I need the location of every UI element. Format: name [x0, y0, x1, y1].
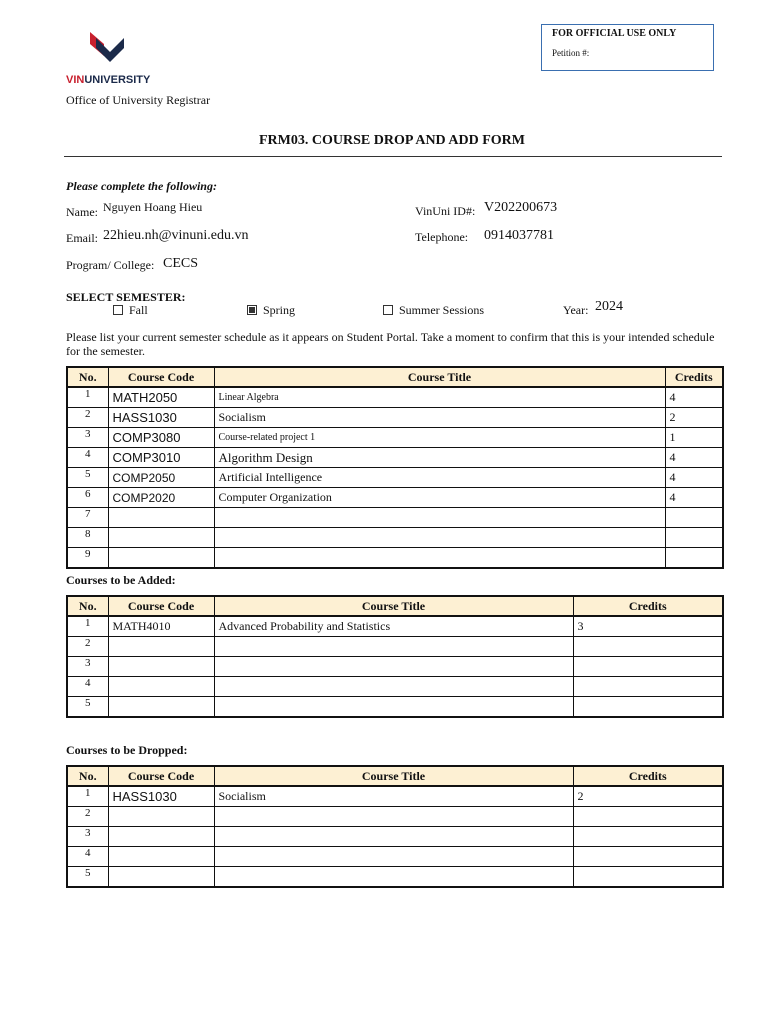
course-code-cell[interactable] [108, 677, 214, 697]
col-header-no: No. [67, 596, 108, 616]
col-header-credits: Credits [573, 766, 723, 786]
course-code-cell[interactable]: MATH4010 [108, 616, 214, 637]
table-row [67, 677, 723, 697]
row-no: 3 [67, 428, 108, 448]
office-name: Office of University Registrar [66, 93, 211, 107]
table-row [67, 657, 723, 677]
row-no: 9 [67, 548, 108, 569]
form-title: FRM03. COURSE DROP AND ADD FORM [259, 133, 525, 148]
table-row [67, 528, 723, 548]
email-label: Email: [66, 231, 98, 245]
table-row [67, 468, 723, 488]
credits-cell[interactable] [573, 677, 723, 697]
year-field[interactable]: 2024 [595, 299, 623, 314]
row-no: 8 [67, 528, 108, 548]
table-row [67, 637, 723, 657]
course-code-cell[interactable] [108, 657, 214, 677]
summer-checkbox[interactable] [383, 305, 393, 315]
col-header-credits: Credits [665, 367, 723, 387]
row-no: 4 [67, 677, 108, 697]
credits-cell[interactable] [573, 637, 723, 657]
phone-label: Telephone: [415, 230, 469, 244]
row-no: 5 [67, 697, 108, 718]
row-no: 7 [67, 508, 108, 528]
current-schedule-table [66, 366, 724, 569]
petition-label: Petition #: [552, 48, 590, 58]
official-use-title: FOR OFFICIAL USE ONLY [552, 28, 677, 39]
phone-field[interactable]: 0914037781 [484, 228, 554, 243]
credits-cell[interactable]: 4 [665, 488, 723, 508]
row-no: 5 [67, 867, 108, 888]
course-code-cell[interactable]: COMP3080 [108, 428, 214, 448]
course-code-cell[interactable]: HASS1030 [108, 786, 214, 807]
course-code-cell[interactable] [108, 807, 214, 827]
spring-checkbox[interactable] [247, 305, 257, 315]
instruction-text: Please complete the following: [66, 179, 217, 193]
row-no: 5 [67, 468, 108, 488]
col-header-code: Course Code [108, 596, 214, 616]
id-field[interactable]: V202200673 [484, 200, 558, 215]
credits-cell[interactable] [665, 508, 723, 528]
name-label: Name: [66, 205, 98, 219]
credits-cell[interactable] [573, 867, 723, 888]
course-title-cell[interactable] [214, 867, 573, 888]
row-no: 3 [67, 827, 108, 847]
course-code-cell[interactable] [108, 697, 214, 718]
course-title-cell[interactable] [214, 827, 573, 847]
course-code-cell[interactable]: MATH2050 [108, 387, 214, 408]
schedule-note: Please list your current semester schedule as it appears on Student Portal. Take a moment to confirm that this is your intended schedule for the semester. [66, 330, 715, 358]
row-no: 2 [67, 408, 108, 428]
table-row [67, 827, 723, 847]
row-no: 2 [67, 807, 108, 827]
course-title-cell[interactable]: Artificial Intelligence [214, 468, 665, 488]
id-label: VinUni ID#: [415, 204, 476, 218]
spring-option[interactable]: Spring [247, 303, 295, 318]
credits-cell[interactable]: 4 [665, 387, 723, 408]
row-no: 4 [67, 847, 108, 867]
course-title-cell[interactable] [214, 807, 573, 827]
fall-option[interactable]: Fall [113, 303, 148, 318]
course-title-cell[interactable]: Algorithm Design [214, 448, 665, 468]
logo-wordmark: VINUNIVERSITY [66, 74, 151, 86]
credits-cell[interactable] [573, 847, 723, 867]
row-no: 1 [67, 786, 108, 807]
row-no: 6 [67, 488, 108, 508]
program-field[interactable]: CECS [163, 256, 199, 271]
table-row [67, 408, 723, 428]
email-field[interactable]: 22hieu.nh@vinuni.edu.vn [103, 228, 249, 243]
row-no: 3 [67, 657, 108, 677]
name-field[interactable]: Nguyen Hoang Hieu [103, 200, 203, 214]
credits-cell[interactable]: 3 [573, 616, 723, 637]
credits-cell[interactable]: 4 [665, 468, 723, 488]
course-title-cell[interactable]: Socialism [214, 408, 665, 428]
table-row [67, 786, 723, 807]
table-row [67, 807, 723, 827]
credits-cell[interactable] [573, 807, 723, 827]
course-code-cell[interactable] [108, 637, 214, 657]
col-header-code: Course Code [108, 367, 214, 387]
course-title-cell[interactable] [214, 508, 665, 528]
course-title-cell[interactable] [214, 697, 573, 718]
added-section-label: Courses to be Added: [66, 573, 176, 587]
col-header-title: Course Title [214, 596, 573, 616]
table-row [67, 488, 723, 508]
dropped-courses-table [66, 765, 724, 888]
credits-cell[interactable]: 4 [665, 448, 723, 468]
course-title-cell[interactable]: Advanced Probability and Statistics [214, 616, 573, 637]
credits-cell[interactable] [573, 657, 723, 677]
summer-option[interactable]: Summer Sessions [383, 303, 484, 318]
course-code-cell[interactable] [108, 827, 214, 847]
course-code-cell[interactable] [108, 528, 214, 548]
table-row [67, 508, 723, 528]
course-code-cell[interactable]: COMP2020 [108, 488, 214, 508]
semester-title: SELECT SEMESTER: [66, 290, 186, 304]
table-row [67, 548, 723, 569]
row-no: 1 [67, 387, 108, 408]
credits-cell[interactable] [573, 827, 723, 847]
course-title-cell[interactable]: Course-related project 1 [214, 428, 665, 448]
table-row [67, 448, 723, 468]
course-title-cell[interactable] [214, 528, 665, 548]
table-row [67, 428, 723, 448]
credits-cell[interactable] [573, 697, 723, 718]
course-title-cell[interactable]: Linear Algebra [214, 387, 665, 408]
fall-checkbox[interactable] [113, 305, 123, 315]
credits-cell[interactable] [665, 548, 723, 569]
table-row [67, 387, 723, 408]
course-title-cell[interactable]: Computer Organization [214, 488, 665, 508]
credits-cell[interactable]: 1 [665, 428, 723, 448]
table-row [67, 616, 723, 637]
dropped-section-label: Courses to be Dropped: [66, 743, 188, 757]
course-title-cell[interactable] [214, 637, 573, 657]
credits-cell[interactable]: 2 [573, 786, 723, 807]
course-title-cell[interactable] [214, 657, 573, 677]
table-row [67, 847, 723, 867]
course-code-cell[interactable] [108, 508, 214, 528]
row-no: 4 [67, 448, 108, 468]
credits-cell[interactable] [665, 528, 723, 548]
col-header-title: Course Title [214, 367, 665, 387]
vinuni-logo [90, 30, 130, 70]
credits-cell[interactable]: 2 [665, 408, 723, 428]
course-title-cell[interactable] [214, 847, 573, 867]
col-header-title: Course Title [214, 766, 573, 786]
course-code-cell[interactable] [108, 847, 214, 867]
col-header-credits: Credits [573, 596, 723, 616]
col-header-no: No. [67, 766, 108, 786]
course-code-cell[interactable]: HASS1030 [108, 408, 214, 428]
course-title-cell[interactable] [214, 677, 573, 697]
course-code-cell[interactable] [108, 867, 214, 888]
row-no: 1 [67, 616, 108, 637]
col-header-no: No. [67, 367, 108, 387]
year-label: Year: [563, 303, 589, 317]
added-courses-table [66, 595, 724, 718]
course-title-cell[interactable]: Socialism [214, 786, 573, 807]
row-no: 2 [67, 637, 108, 657]
official-use-box [541, 24, 714, 71]
table-row [67, 867, 723, 888]
program-label: Program/ College: [66, 258, 155, 272]
table-row [67, 697, 723, 718]
title-divider [64, 156, 722, 157]
course-code-cell[interactable]: COMP3010 [108, 448, 214, 468]
col-header-code: Course Code [108, 766, 214, 786]
course-code-cell[interactable] [108, 548, 214, 569]
course-code-cell[interactable]: COMP2050 [108, 468, 214, 488]
course-title-cell[interactable] [214, 548, 665, 569]
